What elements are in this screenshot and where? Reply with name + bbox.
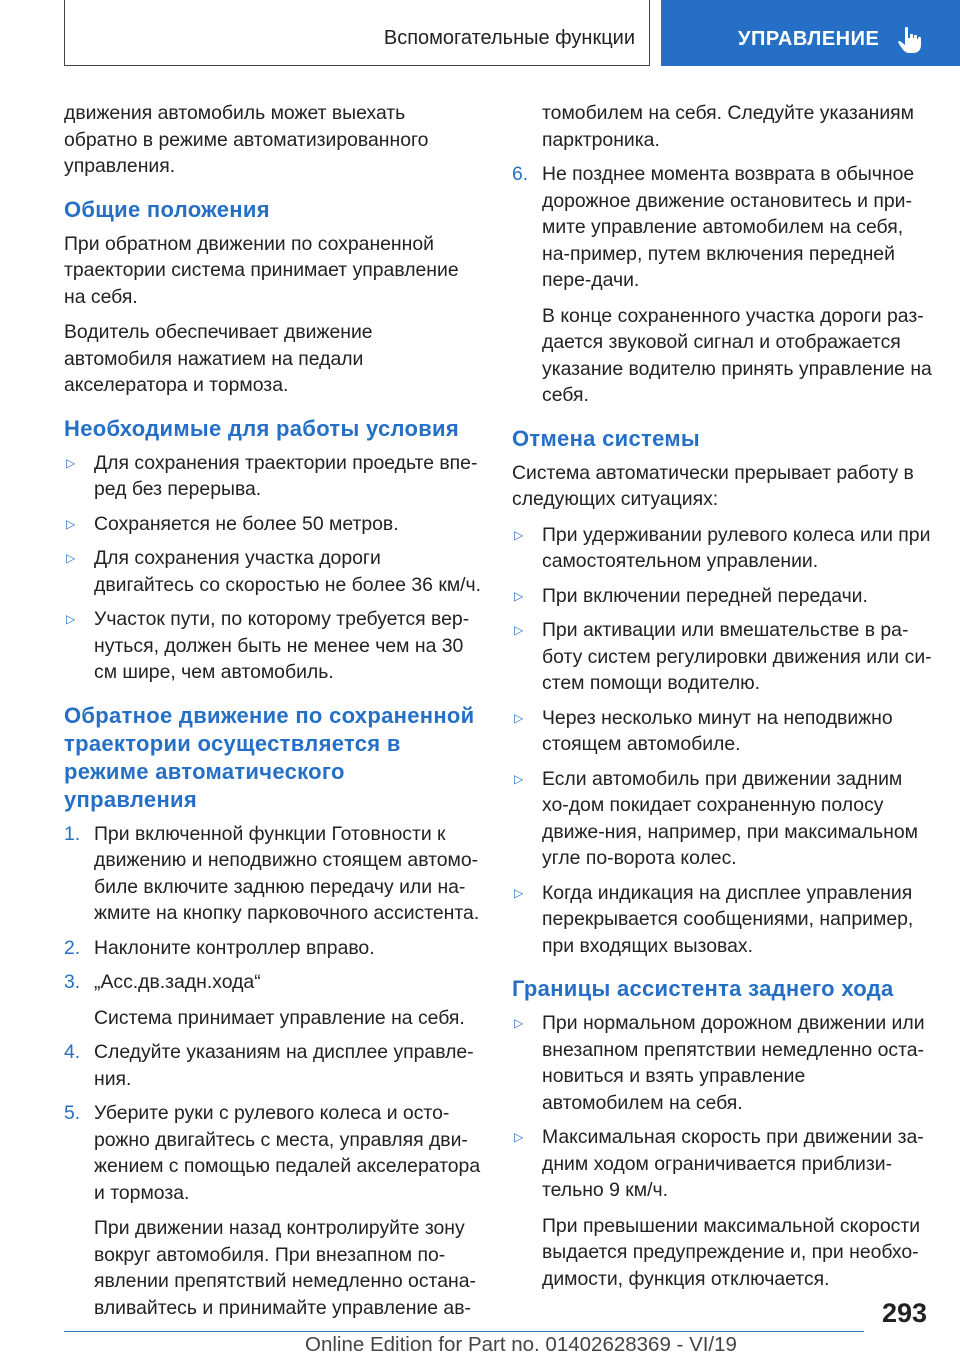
paragraph: Система автоматически прерывает работу в следующих ситуациях: xyxy=(512,461,914,510)
list-item: ▷ При включении передней передачи. xyxy=(512,583,932,610)
heading-conditions: Необходимые для работы условия xyxy=(64,415,459,441)
footer-divider xyxy=(64,1331,864,1332)
step-item: 2. Наклоните контроллер вправо. xyxy=(64,936,375,959)
bullet-triangle-icon: ▷ xyxy=(514,527,524,542)
conditions-list xyxy=(64,450,484,686)
list-item: ▷ Для сохранения траектории проедьте впе-ред без перерыва. xyxy=(66,451,478,500)
step-continuation: томобилем на себя. Следуйте указаниям парктроника. xyxy=(542,102,914,151)
list-item: ▷ Участок пути, по которому требуется вер-нуться, должен быть не менее чем на 30 см шире, чем автомобиль. xyxy=(66,608,470,683)
bullet-triangle-icon: ▷ xyxy=(514,771,524,786)
section-tab xyxy=(64,0,650,66)
limits-list xyxy=(512,1010,932,1292)
bullet-triangle-icon: ▷ xyxy=(514,885,524,900)
bullet-triangle-icon: ▷ xyxy=(514,623,524,637)
heading-reverse: Обратное движение по сохраненной траектории осуществляется в режиме автоматического управления xyxy=(64,702,475,812)
bullet-triangle-icon: ▷ xyxy=(66,516,76,531)
step-item: 6. Не позднее момента возврата в обычное дорожное движение остановитесь и при-мите управление автомобилем на себя, на-пример, путем включения передней пере-дачи. В конце сохраненного участка дороги раз-дается звуковой сигнал и отображается указание водителю принять управление на себя. xyxy=(512,163,932,406)
right-column xyxy=(512,100,932,1300)
list-item: ▷ Через несколько минут на неподвижно стоящем автомобиле. xyxy=(514,706,893,755)
heading-limits: Границы ассистента заднего хода xyxy=(512,976,894,1001)
list-item: ▷ Если автомобиль при движении задним хо-дом покидает сохраненную полосу движе-ния, например, при максимальном угле по-ворота колес. xyxy=(514,767,918,869)
step-item: 4. Следуйте указаниям на дисплее управле-ния. xyxy=(64,1041,474,1090)
heading-cancel: Отмена системы xyxy=(512,425,701,451)
chapter-title: УПРАВЛЕНИЕ xyxy=(738,28,880,50)
left-column xyxy=(64,100,484,1329)
page-number: 293 xyxy=(881,1298,927,1328)
cancel-list xyxy=(512,522,932,960)
chapter-tab xyxy=(661,0,960,66)
list-item: ▷ Сохраняется не более 50 метров. xyxy=(64,511,484,538)
paragraph: Водитель обеспечивает движение автомобиля нажатием на педали акселератора и тормоза. xyxy=(64,321,373,396)
list-item: ▷ Когда индикация на дисплее управления перекрывается сообщениями, например, при входящих вызовах. xyxy=(514,881,914,957)
heading-general: Общие положения xyxy=(64,196,270,222)
paragraph: При обратном движении по сохраненной траектории система принимает управление на себя. xyxy=(64,232,459,308)
list-item: ▷ При активации или вмешательстве в ра-боту систем регулировки движения или си-стем помощи водителю. xyxy=(514,619,932,694)
page-header xyxy=(0,0,960,66)
list-item: ▷ При нормальном дорожном движении или внезапном препятствии немедленно оста-новиться и взять управление автомобилем на себя. xyxy=(514,1012,925,1114)
continued-paragraph: движения автомобиль может выехать обратно в режиме автоматизированного управления. xyxy=(64,102,429,177)
bullet-triangle-icon: ▷ xyxy=(66,612,76,626)
bullet-triangle-icon: ▷ xyxy=(514,710,524,725)
list-item: ▷ Для сохранения участка дороги двигайтесь со скоростью не более 36 км/ч. xyxy=(66,547,482,596)
bullet-triangle-icon: ▷ xyxy=(66,551,76,565)
step-item: 1. При включенной функции Готовности к движению и неподвижно стоящем автомо-биле включите заднюю передачу или на-жмите на кнопку парковочного ассистента. xyxy=(64,822,480,924)
bullet-triangle-icon: ▷ xyxy=(514,1016,524,1030)
list-item: ▷ Максимальная скорость при движении за-дним ходом ограничивается приблизи-тельно 9 км/ч. При превышении максимальной скорости выдается предупреждение и, при необхо-димости, функция отключается. xyxy=(514,1126,924,1290)
bullet-triangle-icon: ▷ xyxy=(514,588,524,603)
hand-pointer-icon xyxy=(897,26,923,54)
bullet-triangle-icon: ▷ xyxy=(66,455,76,470)
list-item: ▷ При удерживании рулевого колеса или при самостоятельном управлении. xyxy=(514,523,931,572)
step-item: 3. „Асс.дв.задн.хода“ Система принимает управление на себя. xyxy=(64,971,465,1029)
steps-list xyxy=(64,821,484,1322)
step-item: 5. Уберите руки с рулевого колеса и осто-рожно двигайтесь с места, управляя дви-жением с помощью педалей акселератора и тормоза. При движении назад контролируйте зону вокруг автомобиля. При внезапном по-явлении препятствий немедленно остана-вливайтесь и принимайте управление ав- xyxy=(64,1102,481,1319)
footer-edition: Online Edition for Part no. 01402628369 - VI/19 xyxy=(305,1333,737,1356)
section-title: Вспомогательные функции xyxy=(383,27,635,49)
bullet-triangle-icon: ▷ xyxy=(514,1130,524,1144)
